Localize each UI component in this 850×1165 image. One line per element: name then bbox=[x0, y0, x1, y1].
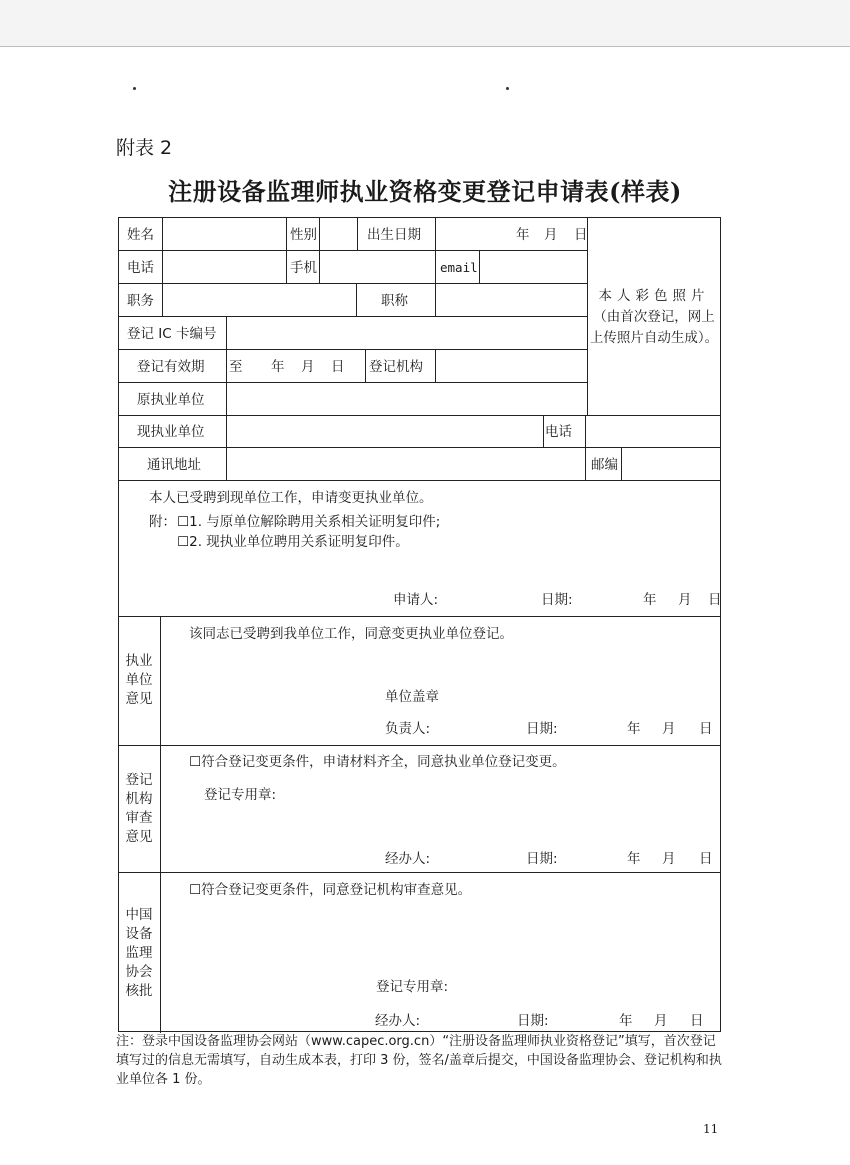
postcode-label: 邮编 bbox=[591, 457, 618, 473]
orig-unit-label: 原执业单位 bbox=[137, 392, 205, 408]
applicant-statement: 本人已受聘到现单位工作，申请变更执业单位。 bbox=[149, 490, 433, 506]
title-label: 职称 bbox=[381, 293, 408, 309]
validity-year-unit: 年 bbox=[271, 359, 285, 375]
scan-speck bbox=[133, 87, 136, 90]
association-sign-label: 经办人: bbox=[375, 1013, 421, 1029]
footnote: 注：登录中国设备监理协会网站（www.capec.org.cn）“注册设备监理师执业资格登记”填写，首次登记填写过的信息无需填写，自动生成本表，打印 3 份，签名/盖章后提交，中国设备监理协会、登记机构和执业单位各 1 份。 bbox=[116, 1034, 722, 1087]
appendix-label: 附表 2 bbox=[116, 137, 173, 159]
unit-date-label: 日期: bbox=[526, 721, 558, 737]
association-day-unit: 日 bbox=[690, 1013, 704, 1029]
attachment-label: 附： bbox=[149, 514, 176, 530]
birth-year-unit: 年 bbox=[516, 227, 530, 243]
scan-edge bbox=[0, 0, 850, 47]
applicant-date-label: 日期: bbox=[541, 592, 573, 608]
birth-month-unit: 月 bbox=[544, 227, 558, 243]
unit-opinion-text: 该同志已受聘到我单位工作，同意变更执业单位登记。 bbox=[189, 626, 513, 642]
birth-date-label: 出生日期 bbox=[367, 227, 421, 243]
registry-month-unit: 月 bbox=[662, 851, 676, 867]
validity-month-unit: 月 bbox=[301, 359, 315, 375]
association-approval-label: 中国 设备 监理 协会 核批 bbox=[125, 907, 153, 999]
unit-year-unit: 年 bbox=[627, 721, 641, 737]
attachment-1: ☐1. 与原单位解除聘用关系相关证明复印件; bbox=[177, 514, 441, 530]
association-seal-label: 登记专用章: bbox=[376, 979, 449, 995]
applicant-day-unit: 日 bbox=[708, 592, 722, 608]
registry-opinion-label: 登记 机构 审查 意见 bbox=[125, 772, 153, 845]
email-label: email bbox=[440, 260, 478, 275]
name-label: 姓名 bbox=[127, 227, 154, 243]
phone-label: 电话 bbox=[127, 260, 154, 276]
unit-phone-label: 电话 bbox=[545, 424, 572, 440]
gender-label: 性别 bbox=[290, 227, 317, 243]
photo-area bbox=[587, 286, 721, 349]
application-form bbox=[118, 217, 721, 1032]
validity-label: 登记有效期 bbox=[137, 359, 205, 375]
unit-sign-label: 负责人: bbox=[385, 721, 431, 737]
attachment-2: ☐2. 现执业单位聘用关系证明复印件。 bbox=[177, 534, 409, 550]
mobile-label: 手机 bbox=[290, 260, 317, 276]
birth-day-unit: 日 bbox=[574, 227, 588, 243]
registry-day-unit: 日 bbox=[699, 851, 713, 867]
photo-caption: 本人彩色照片 bbox=[598, 288, 710, 304]
unit-month-unit: 月 bbox=[662, 721, 676, 737]
registry-sign-label: 经办人: bbox=[385, 851, 431, 867]
unit-opinion-label: 执业 单位 意见 bbox=[125, 653, 153, 707]
form-title: 注册设备监理师执业资格变更登记申请表(样表) bbox=[168, 177, 682, 206]
association-approval-text: ☐符合登记变更条件，同意登记机构审查意见。 bbox=[189, 882, 472, 898]
applicant-sign-label: 申请人: bbox=[393, 592, 439, 608]
registry-year-unit: 年 bbox=[627, 851, 641, 867]
page-number: 11 bbox=[703, 1122, 719, 1136]
association-month-unit: 月 bbox=[654, 1013, 668, 1029]
validity-day-unit: 日 bbox=[331, 359, 345, 375]
ic-card-label: 登记 IC 卡编号 bbox=[127, 326, 217, 342]
association-date-label: 日期: bbox=[517, 1013, 549, 1029]
post-label: 职务 bbox=[127, 293, 154, 309]
applicant-year-unit: 年 bbox=[643, 592, 657, 608]
photo-note: （由首次登记，网上上传照片自动生成）。 bbox=[589, 309, 719, 346]
validity-to: 至 bbox=[229, 359, 243, 375]
address-label: 通讯地址 bbox=[147, 457, 201, 473]
unit-seal-label: 单位盖章 bbox=[385, 689, 439, 705]
scan-speck bbox=[506, 87, 509, 90]
association-year-unit: 年 bbox=[619, 1013, 633, 1029]
registry-seal-label: 登记专用章: bbox=[204, 787, 277, 803]
cur-unit-label: 现执业单位 bbox=[137, 424, 205, 440]
applicant-month-unit: 月 bbox=[678, 592, 692, 608]
unit-day-unit: 日 bbox=[699, 721, 713, 737]
registry-date-label: 日期: bbox=[526, 851, 558, 867]
registry-opinion-text: ☐符合登记变更条件，申请材料齐全，同意执业单位登记变更。 bbox=[189, 754, 566, 770]
registry-org-label: 登记机构 bbox=[369, 359, 423, 375]
